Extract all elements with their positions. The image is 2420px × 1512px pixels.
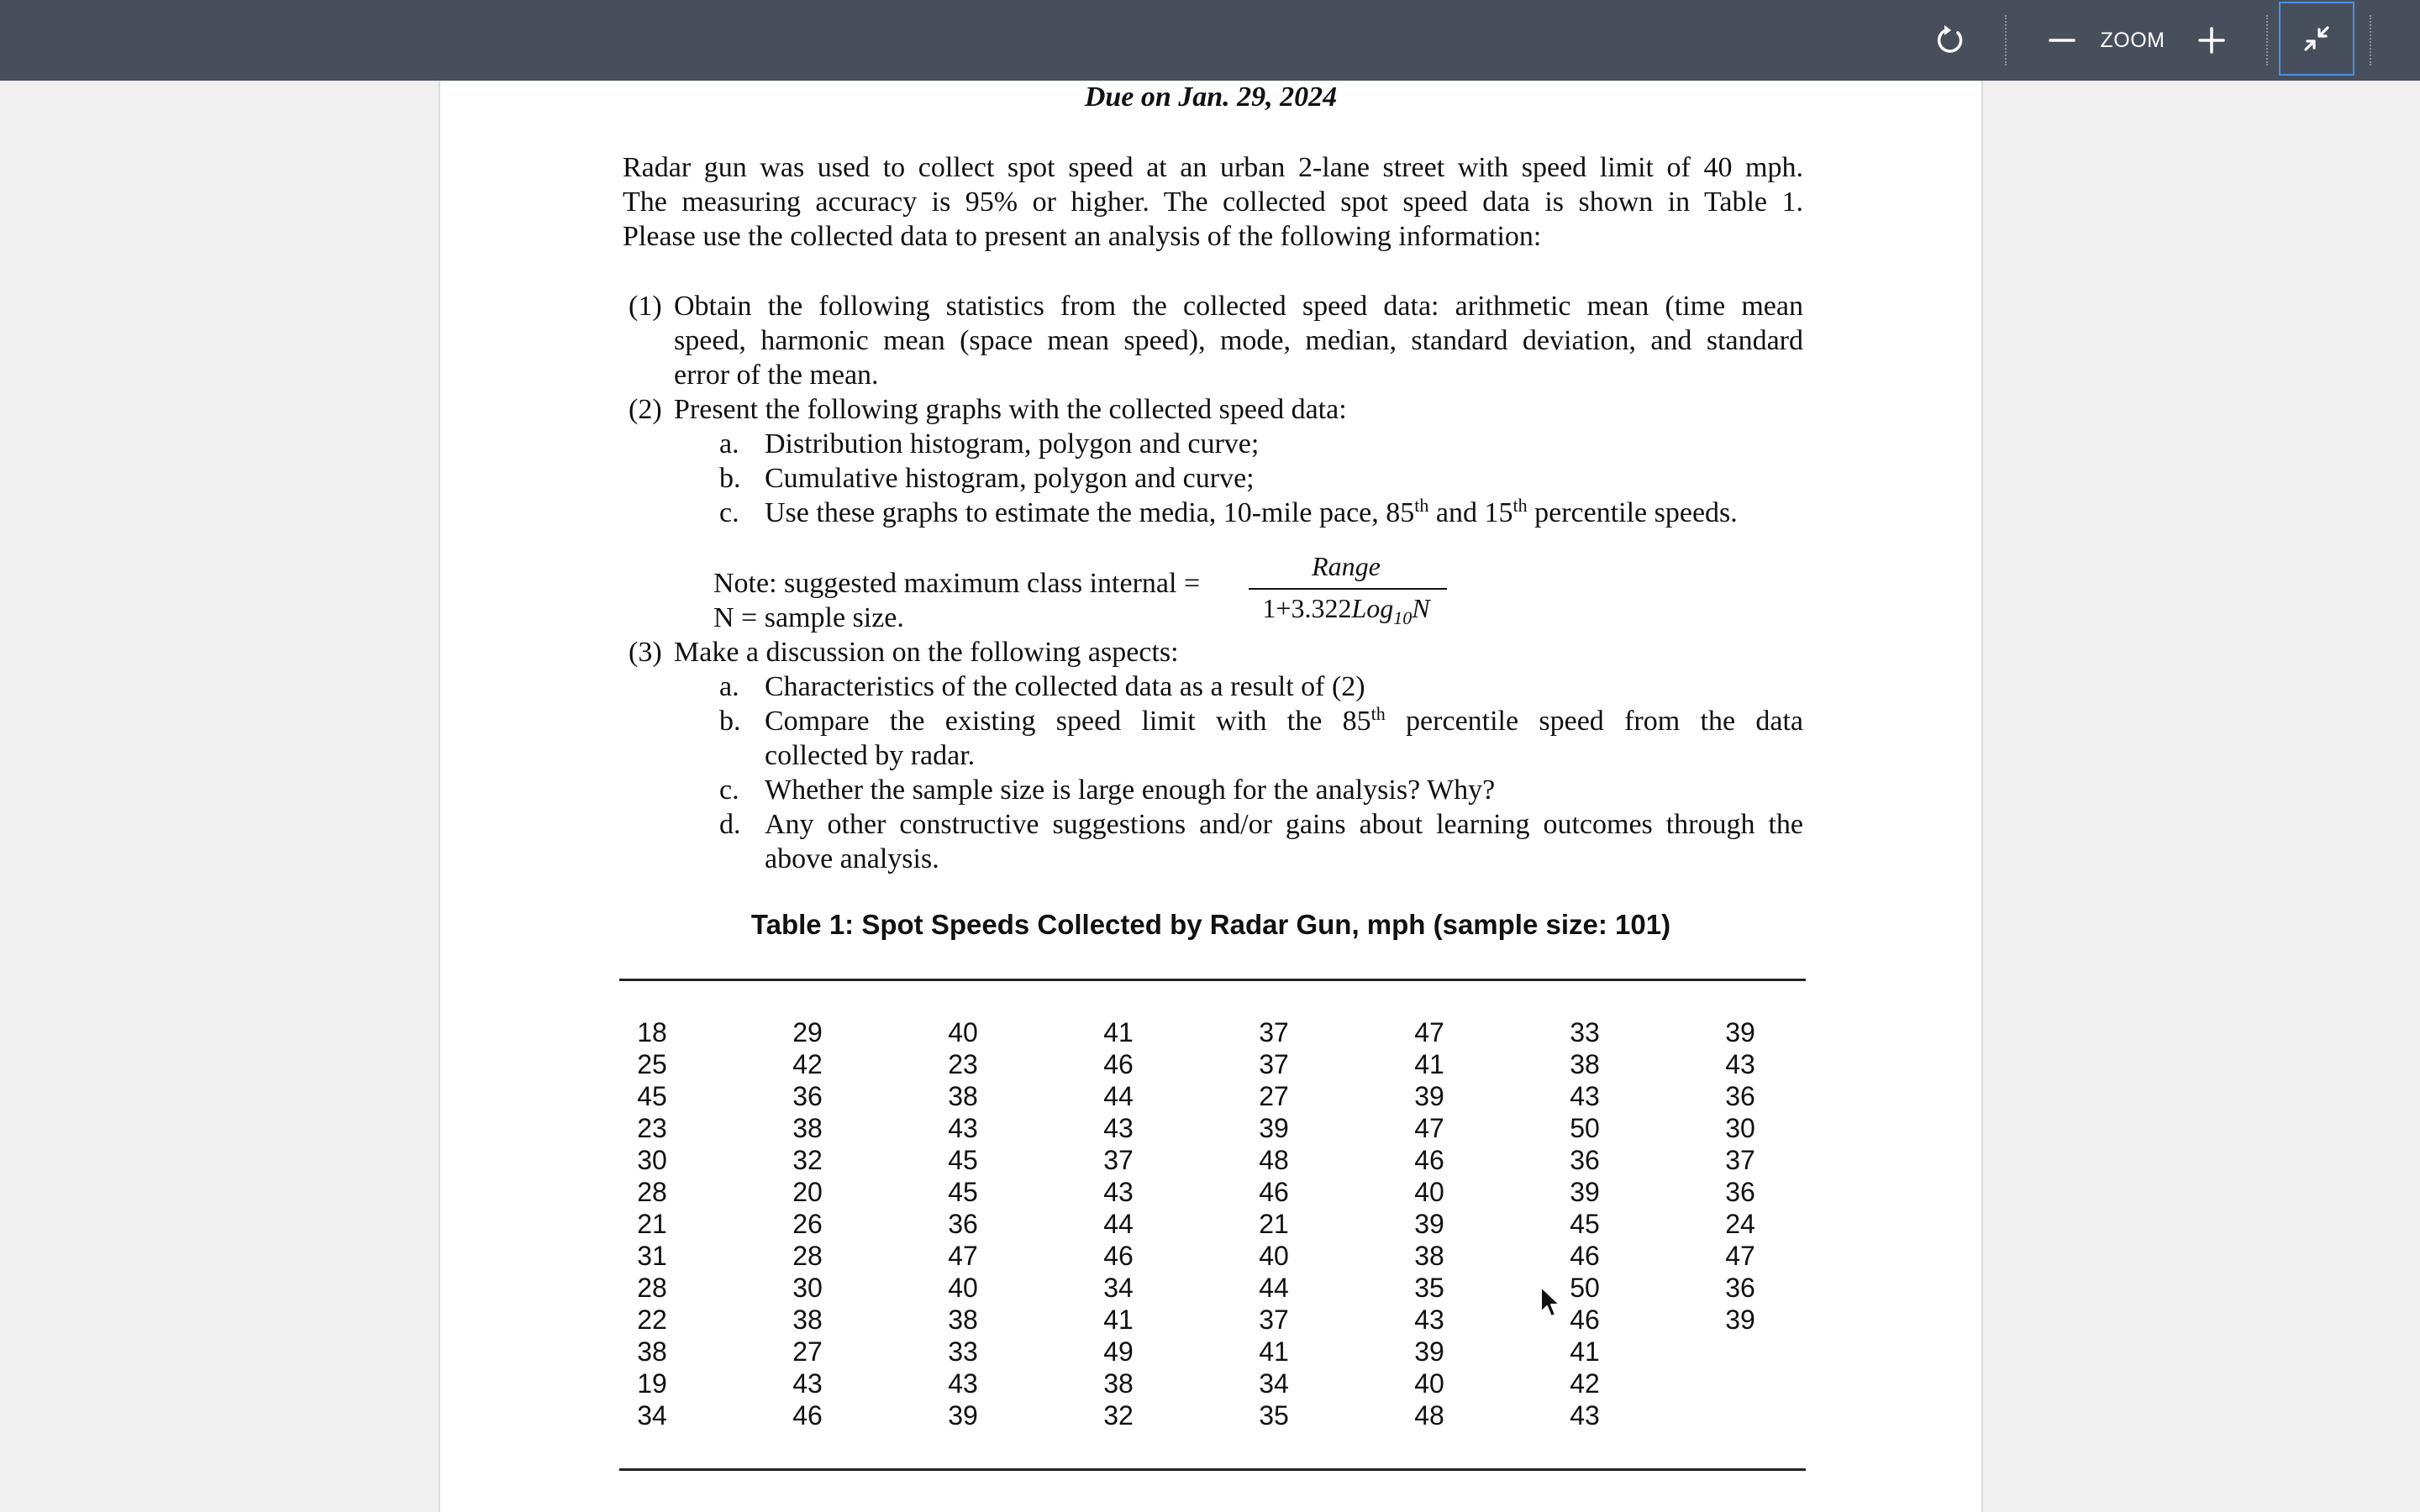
table-cell: 36 [1725, 1273, 1755, 1303]
table-cell: 38 [948, 1081, 978, 1111]
table-cell: 46 [792, 1400, 823, 1431]
table-cell: 45 [637, 1081, 667, 1111]
table-cell: 36 [948, 1209, 978, 1239]
table-cell: 21 [637, 1209, 667, 1239]
q3-a-text: Characteristics of the collected data as a result of (2) [765, 671, 1365, 702]
table-cell: 22 [637, 1305, 667, 1335]
q1-line-2: speed, harmonic mean (space mean speed), mode, median, standard deviation, and standard [674, 325, 1803, 356]
table-cell: 35 [1414, 1273, 1444, 1303]
table-cell: 46 [1570, 1305, 1600, 1335]
table-bottom-rule [619, 1468, 1806, 1471]
q3-b-line-2: collected by radar. [765, 740, 976, 771]
table-cell: 27 [1259, 1081, 1289, 1111]
table-cell: 47 [948, 1241, 978, 1271]
table-cell: 38 [1414, 1241, 1444, 1271]
table-cell: 47 [1414, 1113, 1444, 1143]
table-cell: 37 [1259, 1305, 1289, 1335]
q2-number: (2) [629, 394, 662, 425]
q3-number: (3) [629, 637, 662, 668]
table-cell: 38 [792, 1113, 823, 1143]
mouse-pointer-icon [1539, 1285, 1565, 1320]
intro-line-2: The measuring accuracy is 95% or higher. The collected spot speed data is shown in Table 1. [623, 186, 1803, 218]
table-cell: 48 [1414, 1400, 1444, 1431]
table-cell: 32 [1103, 1400, 1134, 1431]
note-text: Note: suggested maximum class internal = [713, 568, 1201, 599]
zoom-in-icon [2197, 26, 2226, 55]
table-cell: 39 [1414, 1081, 1444, 1111]
table-cell: 33 [1570, 1017, 1600, 1047]
table-cell: 37 [1259, 1017, 1289, 1047]
table-cell: 37 [1103, 1145, 1134, 1175]
table-cell: 39 [1259, 1113, 1289, 1143]
table-cell: 44 [1259, 1273, 1289, 1303]
table-cell: 36 [792, 1081, 823, 1111]
speed-table [440, 1016, 1981, 1431]
table-cell: 43 [1103, 1177, 1134, 1207]
q3-d-line-1: Any other constructive suggestions and/or gains about learning outcomes through the [765, 809, 1803, 840]
table-cell: 46 [1414, 1145, 1444, 1175]
toolbar-separator [2370, 15, 2371, 66]
table-cell: 38 [792, 1305, 823, 1335]
toolbar-separator [2266, 15, 2268, 66]
q1-line-1: Obtain the following statistics from the collected speed data: arithmetic mean (time mean [674, 291, 1803, 322]
collapse-icon [2302, 24, 2332, 54]
document-page [439, 81, 1983, 1512]
table-cell: 23 [948, 1049, 978, 1079]
table-column [618, 1016, 686, 1431]
table-cell: 31 [637, 1241, 667, 1271]
table-cell: 41 [1570, 1336, 1600, 1367]
table-cell: 41 [1414, 1049, 1444, 1079]
q1-line-3: error of the mean. [674, 360, 879, 391]
table-cell: 45 [948, 1177, 978, 1207]
zoom-out-button[interactable] [2037, 0, 2087, 81]
table-cell: 26 [792, 1209, 823, 1239]
table-cell: 34 [637, 1400, 667, 1431]
q2-b-text: Cumulative histogram, polygon and curve; [765, 463, 1255, 494]
due-date: Due on Jan. 29, 2024 [1084, 81, 1338, 113]
exit-fullscreen-button[interactable] [2279, 2, 2354, 76]
table-cell: 43 [1570, 1400, 1600, 1431]
table-cell: 38 [1570, 1049, 1600, 1079]
table-cell: 44 [1103, 1209, 1134, 1239]
q3-a-letter: a. [719, 671, 739, 702]
table-cell: 39 [1725, 1305, 1755, 1335]
table-cell: 39 [1725, 1017, 1755, 1047]
table-cell: 35 [1259, 1400, 1289, 1431]
q3-b-line-1: Compare the existing speed limit with the 85th percentile speed from the data [765, 703, 1803, 737]
formula-numerator: Range [1312, 551, 1381, 581]
intro-line-1: Radar gun was used to collect spot speed at an urban 2-lane street with speed limit of 40 mph. [623, 152, 1803, 183]
table-cell: 43 [1725, 1049, 1755, 1079]
table-cell: 43 [948, 1368, 978, 1399]
zoom-in-button[interactable] [2186, 0, 2237, 81]
table-cell: 40 [948, 1017, 978, 1047]
table-cell: 45 [948, 1145, 978, 1175]
table-cell: 49 [1103, 1336, 1134, 1367]
table-cell: 43 [1103, 1113, 1134, 1143]
q1-number: (1) [629, 291, 662, 322]
table-cell: 36 [1725, 1081, 1755, 1111]
viewer-toolbar [0, 0, 2420, 81]
table-cell: 40 [1414, 1368, 1444, 1399]
table-cell: 34 [1259, 1368, 1289, 1399]
table-cell: 40 [1414, 1177, 1444, 1207]
table-cell: 39 [1570, 1177, 1600, 1207]
table-cell: 32 [792, 1145, 823, 1175]
table-column [929, 1016, 997, 1431]
table-top-rule [619, 979, 1806, 981]
table-column [1707, 1016, 1774, 1336]
table-column [1240, 1016, 1307, 1431]
table-cell: 18 [637, 1017, 667, 1047]
table-cell: 36 [1570, 1145, 1600, 1175]
table-cell: 39 [1414, 1209, 1444, 1239]
table-cell: 50 [1570, 1273, 1600, 1303]
table-cell: 48 [1259, 1145, 1289, 1175]
table-cell: 43 [1570, 1081, 1600, 1111]
table-cell: 25 [637, 1049, 667, 1079]
table-cell: 28 [792, 1241, 823, 1271]
table-cell: 39 [1414, 1336, 1444, 1367]
table-cell: 21 [1259, 1209, 1289, 1239]
table-cell: 46 [1103, 1049, 1134, 1079]
table-column [1085, 1016, 1152, 1431]
table-column [1551, 1016, 1618, 1431]
q3-c-text: Whether the sample size is large enough for the analysis? Why? [765, 774, 1496, 806]
q2-a-text: Distribution histogram, polygon and curve; [765, 428, 1260, 459]
zoom-out-icon [2048, 26, 2076, 55]
table-cell: 29 [792, 1017, 823, 1047]
table-cell: 50 [1570, 1113, 1600, 1143]
formula-denominator: 1+3.322Log$_{10}$N [1262, 593, 1430, 628]
q2-a-letter: a. [719, 428, 739, 459]
table-title: Table 1: Spot Speeds Collected by Radar Gun, mph (sample size: 101) [750, 909, 1671, 940]
table-cell: 36 [1725, 1177, 1755, 1207]
q3-d-letter: d. [719, 809, 741, 840]
table-cell: 37 [1259, 1049, 1289, 1079]
table-cell: 38 [1103, 1368, 1134, 1399]
table-cell: 46 [1103, 1241, 1134, 1271]
q3-text: Make a discussion on the following aspects: [674, 637, 1179, 668]
table-cell: 38 [948, 1305, 978, 1335]
table-cell: 43 [948, 1113, 978, 1143]
table-cell: 42 [1570, 1368, 1600, 1399]
table-cell: 33 [948, 1336, 978, 1367]
q3-b-letter: b. [719, 706, 741, 737]
rotate-icon [1933, 24, 1966, 57]
rotate-button[interactable] [1924, 0, 1975, 81]
table-cell: 34 [1103, 1273, 1134, 1303]
table-cell: 41 [1259, 1336, 1289, 1367]
q3-d-line-2: above analysis. [765, 843, 939, 874]
zoom-label: ZOOM [2100, 28, 2165, 52]
table-column [774, 1016, 841, 1431]
table-cell: 39 [948, 1400, 978, 1431]
table-cell: 44 [1103, 1081, 1134, 1111]
toolbar-separator [2005, 15, 2007, 66]
table-cell: 40 [1259, 1241, 1289, 1271]
table-cell: 45 [1570, 1209, 1600, 1239]
table-cell: 24 [1725, 1209, 1755, 1239]
table-cell: 43 [792, 1368, 823, 1399]
q2-b-letter: b. [719, 463, 741, 494]
table-cell: 42 [792, 1049, 823, 1079]
q2-c-letter: c. [719, 497, 739, 528]
table-cell: 47 [1725, 1241, 1755, 1271]
table-cell: 19 [637, 1368, 667, 1399]
table-cell: 30 [637, 1145, 667, 1175]
q3-c-letter: c. [719, 774, 739, 806]
table-cell: 46 [1570, 1241, 1600, 1271]
table-cell: 30 [1725, 1113, 1755, 1143]
table-cell: 28 [637, 1177, 667, 1207]
table-cell: 46 [1259, 1177, 1289, 1207]
table-cell: 20 [792, 1177, 823, 1207]
table-cell: 27 [792, 1336, 823, 1367]
table-column [1396, 1016, 1463, 1431]
table-cell: 37 [1725, 1145, 1755, 1175]
table-cell: 30 [792, 1273, 823, 1303]
q2-c-text: Use these graphs to estimate the media, 10-mile pace, 85th and 15th percentile speeds. [765, 495, 1738, 528]
q2-text: Present the following graphs with the collected speed data: [674, 394, 1347, 425]
fraction-bar [1249, 588, 1447, 590]
table-cell: 28 [637, 1273, 667, 1303]
table-cell: 23 [637, 1113, 667, 1143]
table-cell: 40 [948, 1273, 978, 1303]
table-cell: 41 [1103, 1305, 1134, 1335]
table-cell: 41 [1103, 1017, 1134, 1047]
table-cell: 43 [1414, 1305, 1444, 1335]
n-definition: N = sample size. [713, 602, 904, 633]
table-cell: 38 [637, 1336, 667, 1367]
intro-line-3: Please use the collected data to present an analysis of the following information: [623, 221, 1542, 252]
table-cell: 47 [1414, 1017, 1444, 1047]
